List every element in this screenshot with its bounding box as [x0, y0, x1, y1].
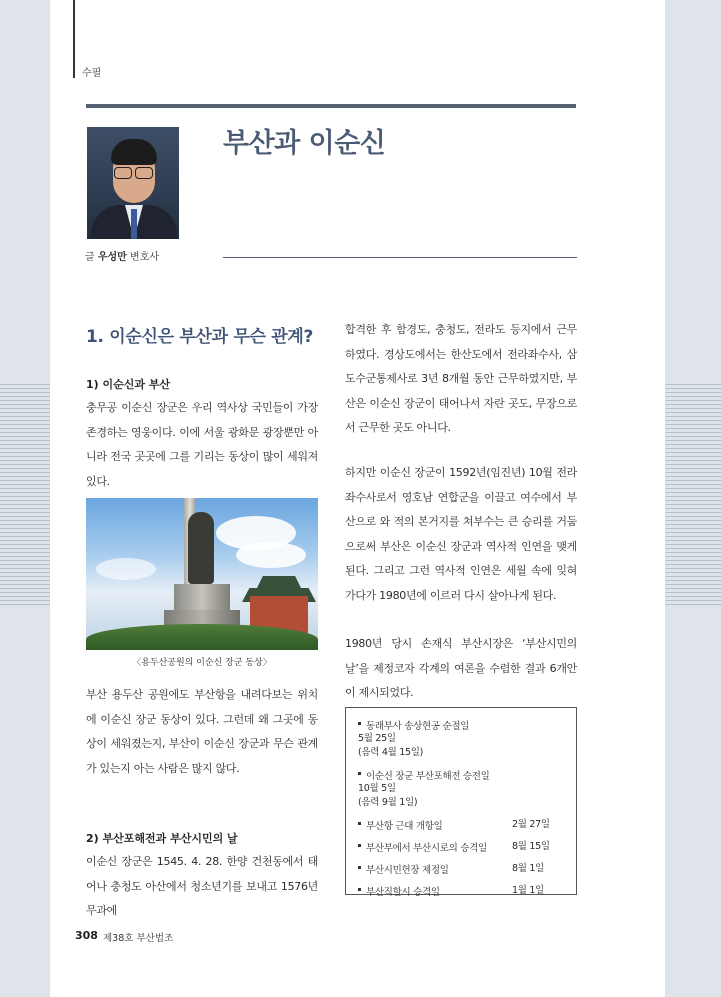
event-name: 부산항 근대 개항일: [358, 818, 512, 832]
event-date: 1월 1일: [512, 885, 544, 896]
paragraph-3: 이순신 장군은 1545. 4. 28. 한양 건천동에서 태어나 충청도 아산에서 청소년기를 보내고 1576년 무과에: [86, 855, 318, 917]
author-photo: [87, 127, 179, 239]
event-date: 2월 27일: [512, 819, 550, 830]
section-heading: 1. 이순신은 부산과 무슨 관계?: [86, 327, 314, 347]
paragraph-1: 충무공 이순신 장군은 우리 역사상 국민들이 가장 존경하는 영웅이다. 이에 서울 광화문 광장뿐만 아니라 전국 곳곳에 그를 기리는 동상이 많이 세워져 있다.: [86, 401, 318, 488]
left-decorative-stripes: [0, 384, 50, 608]
list-item: [358, 862, 566, 876]
subheading-1: 1) 이순신과 부산: [86, 378, 171, 391]
event-name: 부산부에서 부산시로의 승격일: [358, 840, 512, 854]
candidate-dates-box: [345, 707, 577, 898]
title-rule: [223, 257, 577, 258]
right-paragraph-3: 1980년 당시 손재식 부산시장은 ‘부산시민의 날’을 제정코자 각계의 여론을 수렴한 결과 6개안이 제시되었다.: [345, 637, 577, 699]
event-date: 10월 5일: [358, 783, 396, 794]
byline-prefix: 글: [85, 252, 95, 263]
right-decorative-stripes: [665, 384, 721, 608]
right-paragraph-1: 합격한 후 함경도, 충청도, 전라도 등지에서 근무하였다. 경상도에서는 한산도에서 전라좌수사, 삼도수군통제사로 3년 8개월 동안 근무하였지만, 부산은 이순신 장군이 태어나서 자란 곳도, 무장으로서 근무한 곳도 아니다.: [345, 323, 577, 434]
author-name: 우성만: [97, 252, 127, 263]
section-label: 수필: [82, 68, 102, 79]
list-item: [358, 718, 566, 760]
header-rule: [86, 104, 576, 108]
event-date: 5월 25일: [358, 733, 396, 744]
article-title: 부산과 이순신: [223, 128, 386, 159]
list-item: [358, 840, 566, 854]
event-lunar-date: (음력 4월 15일): [358, 747, 423, 758]
page-number: 308: [75, 929, 98, 942]
event-lunar-date: (음력 9월 1일): [358, 797, 418, 808]
right-paragraph-2: 하지만 이순신 장군이 1592년(임진년) 10월 전라좌수사로서 영호남 연합군을 이끌고 여수에서 부산으로 와 적의 본거지를 쳐부수는 큰 승리를 거둠으로써 부산은 이순신 장군과 역사적 인연을 맺게 된다. 그리고 그런 역사적 인연은 세월 속에 잊혀 가다가 1980년에 이르러 다시 살아나게 된다.: [345, 466, 577, 602]
author-byline: [85, 248, 159, 263]
list-item: [358, 884, 566, 898]
author-role: 변호사: [130, 252, 160, 263]
document-page: [50, 0, 665, 997]
list-item: [358, 818, 566, 832]
event-name: 부산직할시 승격일: [358, 884, 512, 898]
statue-photo: [86, 498, 318, 650]
paragraph-2: 부산 용두산 공원에도 부산항을 내려다보는 위치에 이순신 장군 동상이 있다. 그런데 왜 그곳에 동상이 세워졌는지, 부산이 이순신 장군과 무슨 관계가 있는지 아는 사람은 많지 않다.: [86, 688, 318, 775]
subheading-2: 2) 부산포해전과 부산시민의 날: [86, 832, 238, 845]
event-name: 동래부사 송상현공 순절일: [358, 718, 512, 732]
event-name: 이순신 장군 부산포해전 승전일: [358, 768, 512, 782]
event-date: 8월 1일: [512, 863, 544, 874]
list-item: [358, 768, 566, 810]
publication-name: 제38호 부산법조: [103, 933, 174, 944]
section-marker-line: [73, 0, 75, 78]
photo-caption: 〈용두산공원의 이순신 장군 동상〉: [132, 658, 272, 668]
event-name: 부산시민헌장 제정일: [358, 862, 512, 876]
event-date: 8월 15일: [512, 841, 550, 852]
